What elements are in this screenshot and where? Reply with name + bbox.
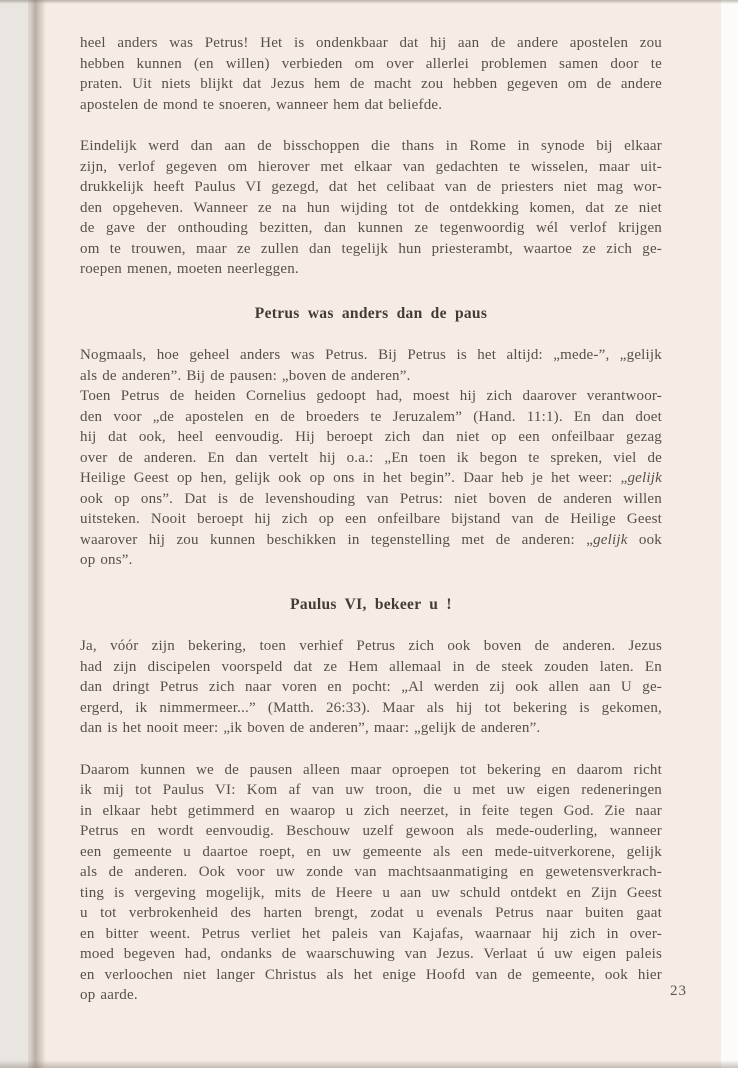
text-line: moed begeven had, ondanks de waarschuwing van Jezus. Verlaat ú uw eigen paleis bbox=[80, 946, 662, 962]
text-line: uitsteken. Nooit beroept hij zich op een onfeilbare bijstand van de Heilige Geest bbox=[80, 511, 662, 527]
text-line: Eindelijk werd dan aan de bisschoppen die thans in Rome in synode bij elkaar bbox=[80, 138, 662, 154]
text-line: op aarde. bbox=[80, 987, 138, 1003]
text-line: zijn, verlof gegeven om hierover met elkaar van gedachten te wisselen, maar uit- bbox=[80, 158, 662, 175]
text-line: Heilige Geest op hen, gelijk ook op ons in het begin”. Daar heb je het weer: „gelijk bbox=[80, 470, 662, 486]
scan-bottom-edge-shade bbox=[0, 1060, 738, 1068]
text-line: als de anderen. Ook voor uw zonde van machtsaanmatiging en gewetensverkrach- bbox=[80, 864, 662, 880]
text-line: Nogmaals, hoe geheel anders was Petrus. Bij Petrus is het altijd: „mede-”, „gelijk bbox=[80, 347, 662, 363]
text-line: dan is het nooit meer: „ik boven de anderen”, maar: „gelijk de anderen”. bbox=[80, 720, 541, 736]
scan-right-edge-strip bbox=[721, 0, 738, 1068]
text-line: ergerd, ik nimmermeer...” (Matth. 26:33). Maar als hij tot bekering is gekomen, bbox=[80, 699, 662, 716]
text-line: over de anderen. En dan vertelt hij o.a.: „En toen ik begon te spreken, viel de bbox=[80, 449, 662, 466]
text-line: als de anderen”. Bij de pausen: „boven de anderen”. bbox=[80, 367, 411, 384]
text-line: Ja, vóór zijn bekering, toen verhief Petrus zich ook boven de anderen. Jezus bbox=[80, 638, 662, 654]
text-line: had zijn discipelen voorspeld dat ze Hem allemaal in de steek zouden laten. En bbox=[80, 658, 662, 675]
scan-left-edge-strip bbox=[0, 0, 30, 1068]
page-number: 23 bbox=[670, 983, 687, 999]
text-line: de gave der onthouding bezitten, dan kunnen ze tegenwoordig wél verlof krijgen bbox=[80, 220, 662, 236]
text-line: drukkelijk heeft Paulus VI gezegd, dat het celibaat van de priesters niet mag wor- bbox=[80, 179, 662, 195]
text-line: praten. Uit niets blijkt dat Jezus hem de macht zou hebben gegeven om de andere bbox=[80, 76, 662, 92]
text-flow bbox=[80, 0, 662, 1027]
text-line: hij dat ook, heel eenvoudig. Hij beroept zich dan niet op een onfeilbaar gezag bbox=[80, 429, 662, 445]
text-line: apostelen de mond te snoeren, wanneer hem dat beliefde. bbox=[80, 96, 443, 113]
text-line: den opgeheven. Wanneer ze na hun wijding tot de ontdekking komen, dat ze niet bbox=[80, 199, 662, 216]
page-spine-shadow bbox=[28, 0, 46, 1068]
paragraph bbox=[80, 33, 662, 115]
text-line: hebben kunnen (en willen) verbieden om over allerlei problemen samen door te bbox=[80, 55, 662, 72]
paragraph bbox=[80, 136, 662, 280]
text-line: en verloochen niet langer Christus als het enige Hoofd van de gemeente, ook hier bbox=[80, 966, 662, 983]
text-line: ting is vergeving mogelijk, mits de Heere u aan uw schuld ontdekt en Zijn Geest bbox=[80, 884, 662, 901]
section-heading: Petrus was anders dan de paus bbox=[254, 304, 488, 322]
text-line: waarover hij zou kunnen beschikken in tegenstelling met de anderen: „gelijk ook bbox=[80, 531, 663, 548]
text-line: ik mij tot Paulus VI: Kom af van uw troon, die u met uw eigen redeneringen bbox=[80, 782, 662, 798]
text-line: een gemeente u daartoe roept, en uw gemeente als een mede-uitverkorene, gelijk bbox=[80, 843, 662, 860]
paragraph bbox=[80, 760, 662, 1006]
paragraph bbox=[80, 345, 662, 571]
text-line: ook op ons”. Dat is de levenshouding van Petrus: niet boven de anderen willen bbox=[80, 490, 662, 507]
text-line: om te trouwen, maar ze zullen dan tegelijk hun priesterambt, waartoe ze zich ge- bbox=[80, 240, 662, 257]
paragraph bbox=[80, 636, 662, 739]
text-line: dan dringt Petrus zich naar voren en pocht: „Al werden zij ook allen aan U ge- bbox=[80, 679, 662, 695]
text-line: Daarom kunnen we de pausen alleen maar oproepen tot bekering en daarom richt bbox=[80, 761, 662, 778]
text-line: u tot verbrokenheid des harten brengt, zodat u evenals Petrus naar buiten gaat bbox=[80, 905, 662, 921]
text-line: heel anders was Petrus! Het is ondenkbaar dat hij aan de andere apostelen zou bbox=[80, 35, 662, 51]
text-line: den voor „de apostelen en de broeders te Jeruzalem” (Hand. 11:1). En dan doet bbox=[80, 408, 662, 425]
text-line: roepen menen, moeten neerleggen. bbox=[80, 261, 299, 277]
text-line: en bitter weent. Petrus verliet het paleis van Kajafas, waarnaar hij zich in over- bbox=[80, 925, 662, 942]
text-line: Petrus en wordt eenvoudig. Beschouw uzelf gewoon als mede-ouderling, wanneer bbox=[80, 823, 662, 839]
text-line: in elkaar hebt getimmerd en waarop u zich neerzet, in feite tegen God. Zie naar bbox=[80, 802, 662, 819]
text-line: op ons”. bbox=[80, 552, 133, 568]
text-line: Toen Petrus de heiden Cornelius gedoopt had, moest hij zich daarover verantwoor- bbox=[80, 388, 662, 404]
section-heading: Paulus VI, bekeer u ! bbox=[290, 595, 452, 613]
